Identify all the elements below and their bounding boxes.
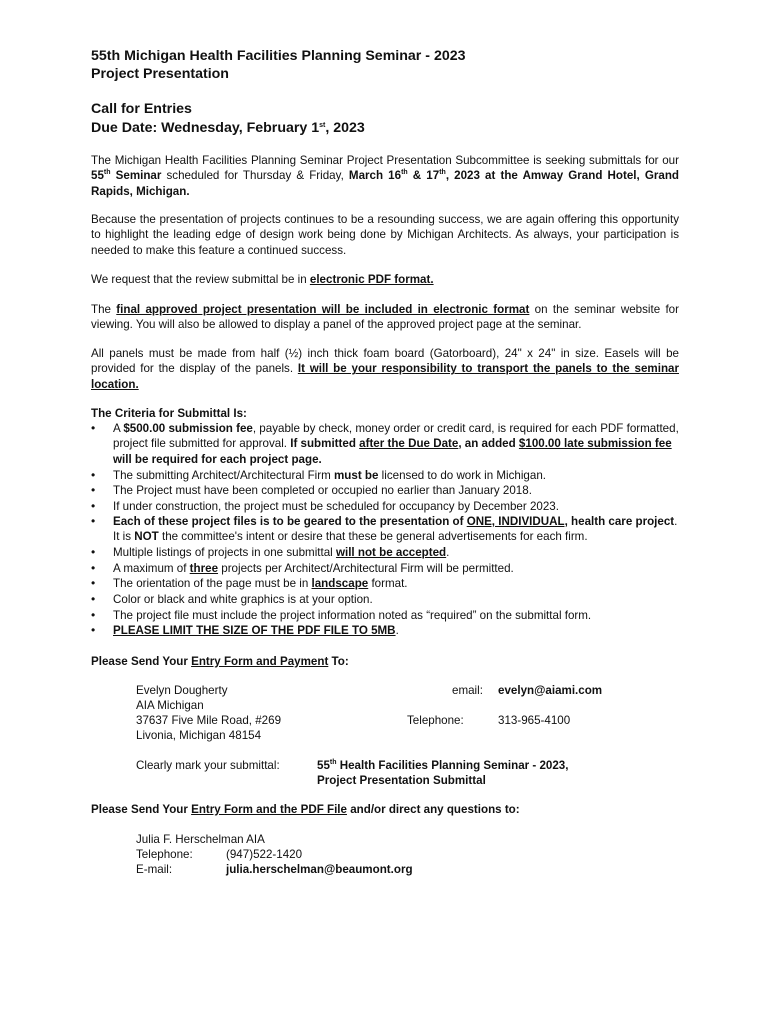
contact2-email-label: E-mail: xyxy=(136,863,173,876)
criteria-heading: The Criteria for Submittal Is: xyxy=(91,407,247,420)
bullet-icon: • xyxy=(91,576,96,590)
contact-organization: AIA Michigan xyxy=(136,699,204,712)
bullet-icon: • xyxy=(91,545,96,559)
bullet-icon: • xyxy=(91,592,96,606)
send-payment-heading: Please Send Your Entry Form and Payment To: xyxy=(91,655,349,668)
due-date-heading: Due Date: Wednesday, February 1st, 2023 xyxy=(91,120,365,136)
success-paragraph: Because the presentation of projects continues to be a resounding success, we are again offering this opportunity to highlight the leading edge of design work being done by Michigan Architects. As always, your participation is needed to make this feature a continued success. xyxy=(91,213,679,257)
contact-telephone: 313-965-4100 xyxy=(498,714,571,727)
contact2-telephone-label: Telephone: xyxy=(136,848,193,861)
contact2-email: julia.herschelman@beaumont.org xyxy=(226,863,413,876)
contact2-telephone: (947)522-1420 xyxy=(226,848,303,861)
contact-street: 37637 Five Mile Road, #269 xyxy=(136,714,282,727)
contact2-name: Julia F. Herschelman AIA xyxy=(136,833,265,846)
mark-submittal-line2: Project Presentation Submittal xyxy=(317,774,486,787)
document-subtitle: Project Presentation xyxy=(91,66,229,82)
mark-submittal-label: Clearly mark your submittal: xyxy=(136,759,280,772)
document-title: 55th Michigan Health Facilities Planning Seminar - 2023 xyxy=(91,48,466,64)
intro-paragraph: The Michigan Health Facilities Planning Seminar Project Presentation Subcommittee is seeking submittals for our 55th Seminar scheduled for Thursday & Friday, March 16th & 17th, 2023 at the Amway Grand Hotel, Grand Rapids, Michigan. xyxy=(91,154,679,198)
website-paragraph: The final approved project presentation will be included in electronic format on the seminar website for viewing. You will also be allowed to display a panel of the approved project page at the seminar. xyxy=(91,303,679,332)
pdf-format-paragraph: We request that the review submittal be in electronic PDF format. xyxy=(91,273,434,286)
email-label: email: xyxy=(452,684,483,697)
contact-city: Livonia, Michigan 48154 xyxy=(136,729,262,742)
contact-name: Evelyn Dougherty xyxy=(136,684,228,697)
bullet-icon: • xyxy=(91,608,96,622)
bullet-icon: • xyxy=(91,499,96,513)
bullet-icon: • xyxy=(91,468,96,482)
mark-submittal-line1: 55th Health Facilities Planning Seminar - 2023, xyxy=(317,759,569,772)
panels-paragraph: All panels must be made from half (½) inch thick foam board (Gatorboard), 24" x 24" in size. Easels will be provided for the display of the panels. It will be your responsibility to transport the panels to the seminar location. xyxy=(91,347,679,391)
telephone-label: Telephone: xyxy=(407,714,464,727)
bullet-icon: • xyxy=(91,421,96,435)
send-pdf-heading: Please Send Your Entry Form and the PDF File and/or direct any questions to: xyxy=(91,803,520,816)
bullet-icon: • xyxy=(91,514,96,528)
bullet-icon: • xyxy=(91,623,96,637)
bullet-icon: • xyxy=(91,483,96,497)
call-for-entries-heading: Call for Entries xyxy=(91,101,192,117)
document-page: 55th Michigan Health Facilities Planning Seminar - 2023 Project Presentation Call for Entries Due Date: Wednesday, February 1st, 2023 The Michigan Health Facilities Planning Seminar Project Presentation Subcommittee is seeking submittals for our 55th Seminar scheduled for Thursday & Friday, March 16th & 17th, 2023 at the Amway Grand Hotel, Grand Rapids, Michigan. Because the presentation of projects continues to be a resounding success, we are again offering this opportunity to highlight the leading edge of design work being done by Michigan Architects. As always, your participation is needed to make this feature a continued success. We request that the review submittal be in electronic PDF format. The final approved project presentation will be included in electronic format on the seminar website for viewing. You will also be allowed to display a panel of the approved project page at the seminar. All panels must be made from half (½) inch thick foam board (Gatorboard), 24" x 24" in size. Easels will be provided for the display of the panels. It will be your responsibility to transport the panels to the seminar location. The Criteria for Submittal Is: • A $500.00 submission fee, payable by check, money order or credit card, is required for each PDF formatted, project file submitted for approval. If submitted after the Due Date, an added $100.00 late submission fee will be required for each project page. • The submitting Architect/Architectural Firm must be licensed to do work in Michigan. • The Project must have been completed or occupied no earlier than January 2018. • If under construction, the project must be scheduled for occupancy by December 2023. • Each of these project files is to be geared to the presentation of ONE, INDIVIDUAL, health care project. It is NOT the committee's intent or desire that these be general advertisements for each firm. • Multiple listings of projects in one submittal will not be accepted. • A maximum of three projects per Architect/Architectural Firm will be permitted. • The orientation of the page must be in landscape format. • Color or black and white graphics is at your option. • The project file must include the project information noted as “required” on the submittal form. • PLEASE LIMIT THE SIZE OF THE PDF FILE TO 5MB. Please Send Your Entry Form and Payment To: Evelyn Dougherty AIA Michigan 37637 Five Mile Road, #269 Livonia, Michigan 48154 email: evelyn@aiami.com Telephone: 313-965-4100 Clearly mark your submittal: 55th Health Facilities Planning Seminar - 2023, Project Presentation Submittal Please Send Your Entry Form and the PDF File and/or direct any questions to: Julia F. Herschelman AIA Telephone: (947)522-1420 E-mail: julia.herschelman@beaumont.org xyxy=(91,48,679,876)
contact-email: evelyn@aiami.com xyxy=(498,684,603,697)
bullet-icon: • xyxy=(91,561,96,575)
